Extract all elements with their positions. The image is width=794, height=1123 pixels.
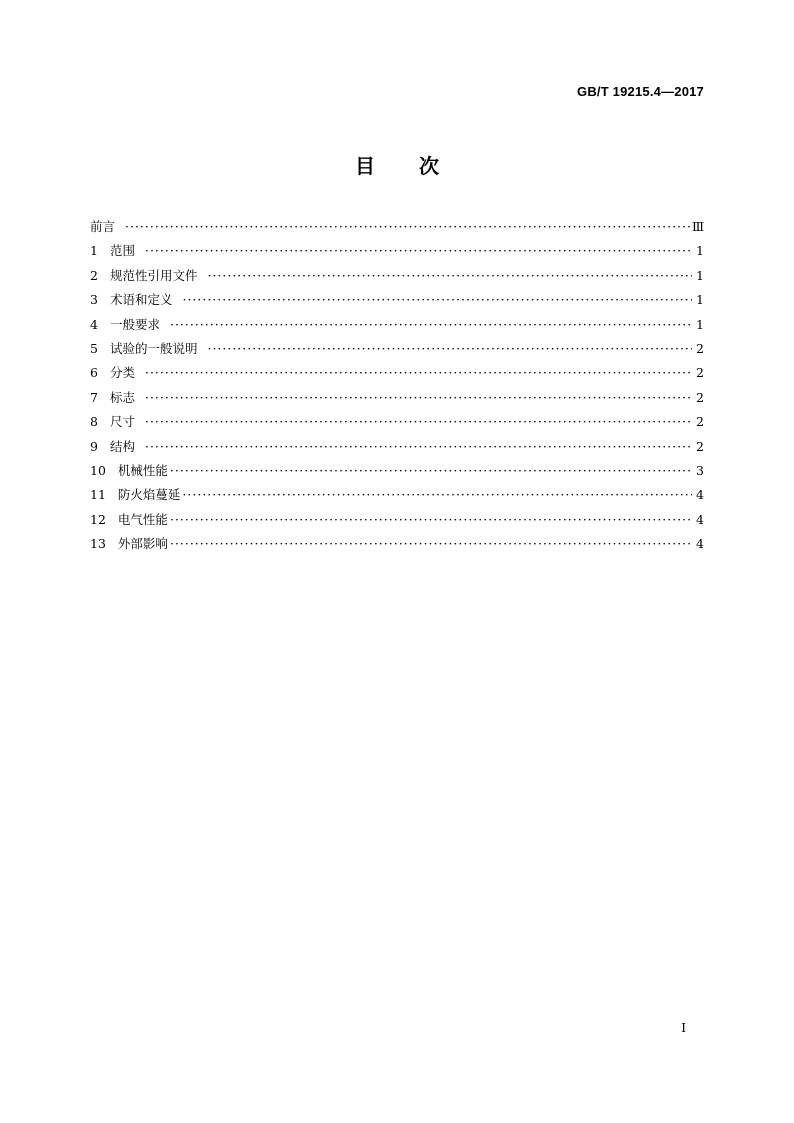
toc-leader-dots	[182, 288, 692, 312]
toc-entry-label: 尺寸	[109, 414, 135, 430]
toc-leader-dots	[145, 386, 692, 410]
toc-entry-label: 外部影响	[117, 536, 168, 552]
toc-entry-number: 10	[90, 462, 106, 478]
toc-entry-number: 5	[90, 340, 98, 356]
page-title: 目次	[355, 154, 483, 178]
toc-entry[interactable]	[90, 459, 704, 483]
toc-leader-dots	[145, 435, 692, 459]
toc-entry[interactable]	[90, 410, 704, 434]
toc-entry-page: 1	[696, 316, 704, 332]
toc-leader-dots	[170, 313, 692, 337]
standard-number: GB/T 19215.4—2017	[577, 84, 704, 99]
toc-leader-dots	[170, 532, 692, 556]
toc-entry[interactable]	[90, 264, 704, 288]
toc-entry[interactable]	[90, 337, 704, 361]
toc-entry-page: 2	[696, 438, 704, 454]
toc-entry-label: 结构	[109, 438, 135, 454]
toc-entry[interactable]	[90, 483, 704, 507]
toc-entry-page: 1	[696, 243, 704, 259]
toc-entry-number: 3	[90, 292, 98, 308]
toc-entry-label: 术语和定义	[109, 292, 173, 308]
toc-leader-dots	[182, 483, 692, 507]
toc-entry-label: 机械性能	[117, 462, 168, 478]
toc-leader-dots	[207, 264, 692, 288]
toc-leader-dots	[145, 239, 692, 263]
toc-entry-label: 分类	[109, 365, 135, 381]
toc-leader-dots	[207, 337, 692, 361]
toc-entry-label: 范围	[109, 243, 135, 259]
toc-entry-page: 4	[696, 487, 704, 503]
toc-entry[interactable]	[90, 239, 704, 263]
toc-leader-dots	[145, 410, 692, 434]
page-number: I	[681, 1021, 686, 1035]
toc-entry-number: 4	[90, 316, 98, 332]
toc-entry-label: 前言	[90, 219, 116, 234]
toc-entry-number: 2	[90, 267, 98, 283]
toc-entry[interactable]	[90, 361, 704, 385]
toc-entry-number: 1	[90, 243, 98, 259]
toc-entry-number: 6	[90, 365, 98, 381]
toc-entry[interactable]	[90, 215, 704, 239]
toc-entry[interactable]	[90, 288, 704, 312]
toc-entry[interactable]	[90, 508, 704, 532]
toc-entry-number: 9	[90, 438, 98, 454]
toc-leader-dots	[170, 508, 692, 532]
toc-entry-label: 一般要求	[109, 316, 160, 332]
toc-entry[interactable]	[90, 435, 704, 459]
toc-entry-page: 4	[696, 511, 704, 527]
toc-leader-dots	[170, 459, 692, 483]
toc-entry-page: 2	[696, 414, 704, 430]
toc-entry-label: 防火焰蔓延	[117, 487, 181, 503]
toc-entry[interactable]	[90, 532, 704, 556]
toc-entry-number: 8	[90, 414, 98, 430]
toc-entry-page: 1	[696, 267, 704, 283]
toc-leader-dots	[125, 215, 690, 239]
toc-entry-page: Ⅲ	[691, 219, 704, 234]
toc-entry-page: 2	[696, 340, 704, 356]
toc-entry-label: 电气性能	[117, 511, 168, 527]
toc-entry[interactable]	[90, 313, 704, 337]
table-of-contents	[90, 215, 704, 556]
toc-entry-number: 12	[90, 511, 106, 527]
toc-entry-label: 规范性引用文件	[109, 267, 198, 283]
toc-entry-number: 13	[90, 536, 106, 552]
toc-entry-number: 11	[90, 487, 106, 503]
toc-entry-page: 2	[696, 389, 704, 405]
toc-entry-label: 标志	[109, 389, 135, 405]
toc-leader-dots	[145, 361, 692, 385]
toc-entry-page: 2	[696, 365, 704, 381]
toc-entry-number: 7	[90, 389, 98, 405]
toc-entry-page: 3	[696, 462, 704, 478]
toc-entry[interactable]	[90, 386, 704, 410]
toc-entry-page: 4	[696, 536, 704, 552]
toc-entry-page: 1	[696, 292, 704, 308]
toc-entry-label: 试验的一般说明	[109, 340, 198, 356]
